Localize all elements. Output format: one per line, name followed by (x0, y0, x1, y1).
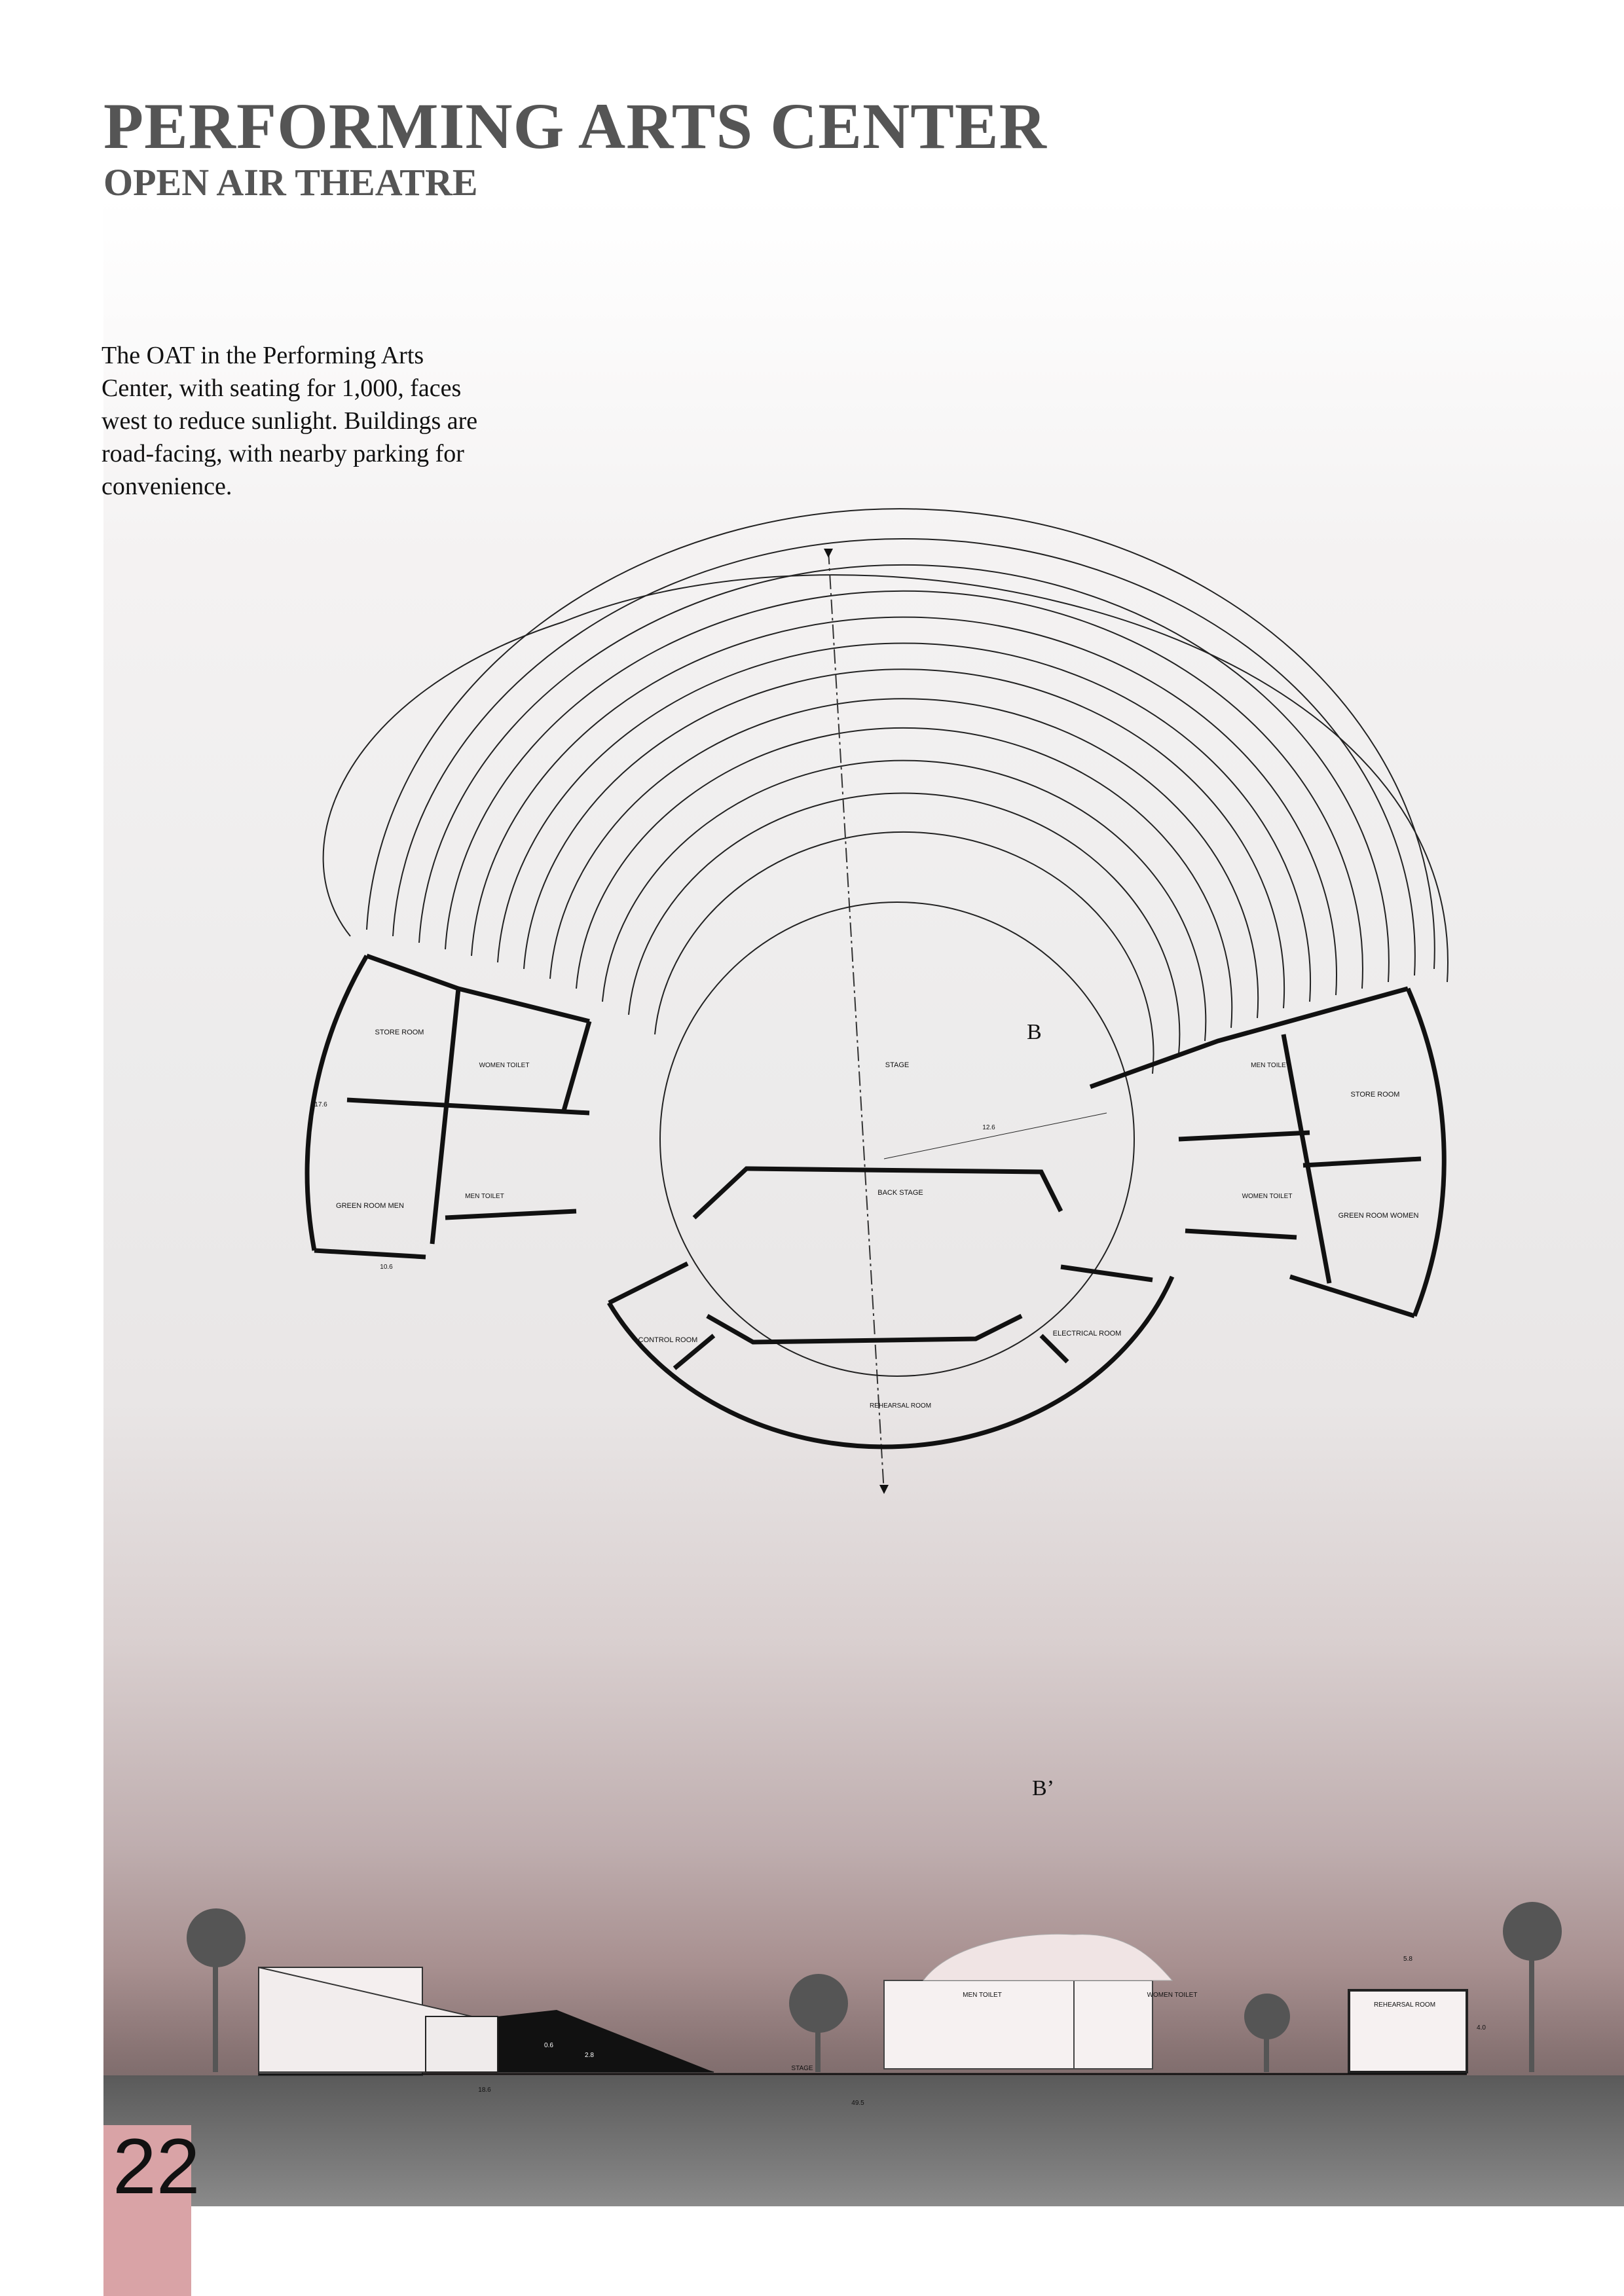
women-toilet-right-label: WOMEN TOILET (1242, 1193, 1293, 1200)
section-line (828, 550, 884, 1493)
seating-span-dim: 18.6 (478, 2086, 491, 2094)
stage-label: STAGE (885, 1061, 910, 1069)
section-rehearsal-label: REHEARSAL ROOM (1373, 2001, 1436, 2009)
electrical-room-label: ELECTRICAL ROOM (1052, 1330, 1122, 1338)
section-mark-b-prime: B’ (1032, 1776, 1054, 1800)
left-width-dim: 10.6 (380, 1264, 393, 1271)
rear-block (609, 1264, 1172, 1447)
right-block (1090, 989, 1444, 1316)
green-room-men-label: GREEN ROOM MEN (336, 1202, 404, 1210)
rehearsal-room-label: REHEARSAL ROOM (869, 1402, 932, 1410)
men-toilet-left-label: MEN TOILET (465, 1193, 504, 1200)
page-title: PERFORMING ARTS CENTER (103, 90, 1047, 162)
step-a-dim: 0.6 (544, 2042, 553, 2049)
section-arrow-top (824, 549, 833, 558)
stage-radius-dim: 12.6 (982, 1124, 995, 1131)
section-mark-b: B (1027, 1020, 1042, 1044)
control-room-label: CONTROL ROOM (638, 1336, 698, 1344)
stage-radius-line (884, 1113, 1107, 1159)
section-arrow-bottom (879, 1485, 889, 1494)
men-toilet-right-label: MEN TOILET (1251, 1062, 1290, 1069)
page-number: 22 (113, 2123, 200, 2210)
page-subtitle: OPEN AIR THEATRE (103, 161, 478, 204)
left-block (307, 956, 589, 1257)
section-women-toilet-label: WOMEN TOILET (1147, 1992, 1198, 1999)
store-room-left-label: STORE ROOM (375, 1029, 424, 1036)
description-text: The OAT in the Performing Arts Center, with seating for 1,000, faces west to reduce sunlight. Buildings are road-facing, with nearby parking for convenience. (101, 342, 478, 500)
store-room-right-label: STORE ROOM (1350, 1091, 1400, 1099)
back-stage-label: BACK STAGE (877, 1189, 923, 1197)
left-height-dim: 17.6 (314, 1101, 327, 1108)
step-b-dim: 2.8 (585, 2052, 594, 2059)
section-width-dim: 5.8 (1403, 1956, 1412, 1963)
section-height-dim: 4.0 (1477, 2024, 1486, 2032)
women-toilet-left-label: WOMEN TOILET (479, 1062, 530, 1069)
green-room-women-label: GREEN ROOM WOMEN (1338, 1212, 1419, 1220)
section-stage-label: STAGE (791, 2065, 813, 2072)
section-men-toilet-label: MEN TOILET (963, 1992, 1002, 1999)
overall-dim: 49.5 (851, 2100, 864, 2107)
stage-circle (660, 902, 1134, 1376)
seating-arcs (323, 509, 1448, 1074)
